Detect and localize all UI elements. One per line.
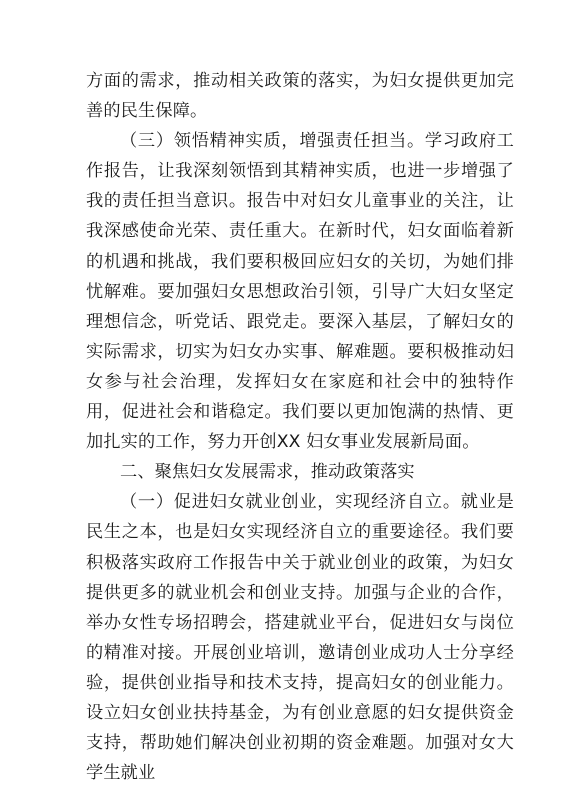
section-heading: 二、聚焦妇女发展需求，推动政策落实: [120, 462, 415, 483]
paragraph-section-3: （三）领悟精神实质，增强责任担当。学习政府工作报告，让我深刻领悟到其精神实质，也进一步增强了我的责任担当意识。报告中对妇女儿童事业的关注，让我深感使命光荣、责任重大。在新时代，妇女面临着新的机遇和挑战，我们要积极回应妇女的关切，为她们排忧解难。要加强妇女思想政治引领，引导广大妇女坚定理想信念，听党话、跟党走。要深入基层，了解妇女的实际需求，切实为妇女办实事、解难题。要积极推动妇女参与社会治理，发挥妇女在家庭和社会中的独特作用，促进社会和谐稳定。我们要以更加饱满的热情、更加扎实的工作，努力开创XX 妇女事业发展新局面。: [86, 131, 514, 453]
paragraph-continuation: 方面的需求，推动相关政策的落实，为妇女提供更加完善的民生保障。: [86, 71, 514, 122]
document-body: [86, 66, 514, 788]
paragraph-section-2-1: （一）促进妇女就业创业，实现经济自立。就业是民生之本，也是妇女实现经济自立的重要途径。我们要积极落实政府工作报告中关于就业创业的政策，为妇女提供更多的就业机会和创业支持。加强与企业的合作，举办女性专场招聘会，搭建就业平台，促进妇女与岗位的精准对接。开展创业培训，邀请创业成功人士分享经验，提供创业指导和技术支持，提高妇女的创业能力。设立妇女创业扶持基金，为有创业意愿的妇女提供资金支持，帮助她们解决创业初期的资金难题。加强对女大学生就业: [86, 492, 514, 784]
